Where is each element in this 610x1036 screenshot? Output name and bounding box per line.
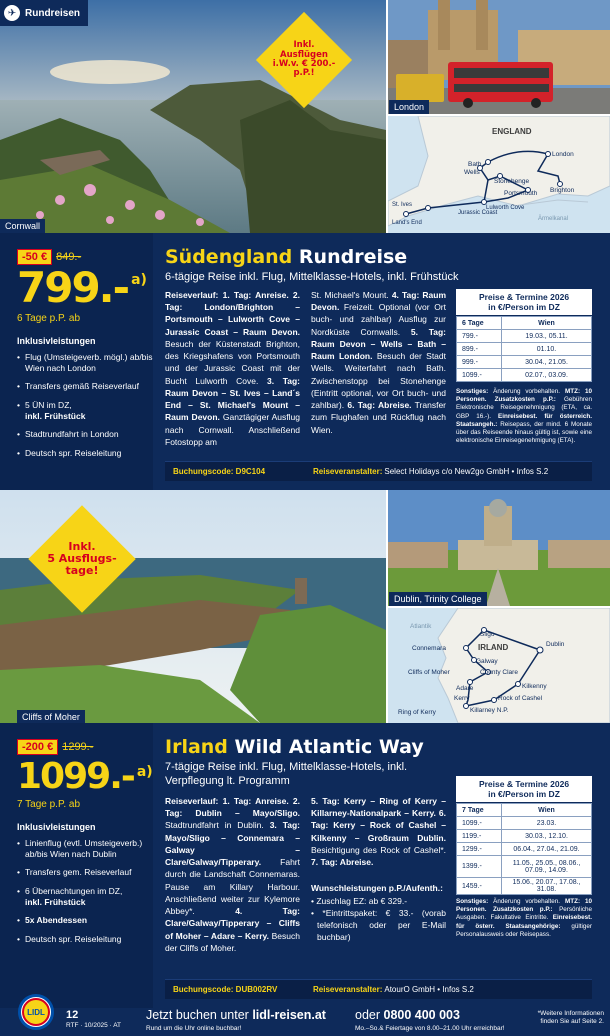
info-bold: Einreisebest. für österr. Staatsangehörige: <box>456 914 592 930</box>
map-place: Portsmouth <box>504 190 538 197</box>
itinerary-col-1 <box>165 795 300 954</box>
globe-icon: ✈ <box>4 5 20 21</box>
map-place: Jurassic Coast <box>458 210 498 216</box>
price-table-header <box>456 776 592 803</box>
tour-title-rest: Rundreise <box>292 246 408 268</box>
map-place: Rock of Cashel <box>498 695 543 702</box>
price-value: 1099.- <box>17 756 134 797</box>
table-cell-dates: 30.04., 21.05. <box>502 356 592 369</box>
map-place: Bath <box>468 161 482 168</box>
price-table-header <box>456 289 592 316</box>
itinerary-text: Besuch der Stadt Wells. Weiterfahrt nach Bath. Zwischenstopp bei Stonehenge (Eintritt optional, vor Ort buch- und zahlbar). <box>311 351 446 411</box>
info-text: gültiger Personalausweis oder Reisepass. <box>456 922 592 938</box>
footer-note: *Weitere Informationen finden Sie auf Seite 2. <box>537 1010 604 1026</box>
map-sea-label: Atlantik <box>410 623 432 630</box>
booking-bar <box>165 979 592 999</box>
promo-line: Ausflügen <box>280 49 328 60</box>
price-footnote: a) <box>131 272 147 288</box>
inclusion-item <box>17 429 153 440</box>
info-bold: MTZ: 10 Personen. Zusatzkosten p.P.: <box>456 388 592 404</box>
discount-badge <box>17 739 93 755</box>
extras-item: • Zuschlag EZ: ab € 329.- <box>311 895 408 906</box>
itinerary-bold: 4. Tag: Raum Devon. <box>311 290 447 313</box>
photo-caption-london: London <box>389 100 429 114</box>
operator-label: Reiseveranstalter: <box>313 985 383 994</box>
old-price: 849.- <box>56 251 82 263</box>
inclusion-item <box>17 400 153 421</box>
extras-item: • *Eintrittspaket: € 33.- (vorab telefonisch oder per E-Mail buchbar) <box>311 907 446 943</box>
extras-heading: Wunschleistungen p.P./Aufenth.: <box>311 883 443 894</box>
promo-line: tage! <box>65 564 99 578</box>
itinerary-text: Stadtrundfahrt in Dublin. <box>165 820 270 831</box>
map-country-label: ENGLAND <box>492 127 532 136</box>
itinerary-bold: 5. Tag: Raum Devon – Wells – Bath – Raum London. <box>311 326 447 362</box>
table-header-row <box>457 317 592 330</box>
inclusion-item <box>17 934 153 945</box>
price-per-person: 6 Tage p.P. ab <box>17 313 81 324</box>
map-place: Kerry <box>454 695 470 702</box>
tour-heading <box>165 248 605 284</box>
itinerary-bold: Reiseverlauf: 1. Tag: Anreise. 2. Tag: London/Brighton – Portsmouth – Lulworth Cove – Jurassic Coast – Raum Devon. <box>165 290 300 337</box>
itinerary-col-2 <box>311 289 446 436</box>
inclusion-bold: inkl. Frühstück <box>25 896 86 907</box>
inclusion-text: Deutsch spr. Reiseleitung <box>25 447 122 458</box>
ireland-route-map <box>388 608 610 723</box>
extras-text: *Eintrittspaket: € 33.- (vorab telefonisch oder per E-Mail buchbar) <box>317 907 446 943</box>
itinerary-col-1 <box>165 289 300 448</box>
itinerary-text: Ganztägiger Ausflug nach Cornwall. Anschließend Fotostopp am <box>165 412 300 447</box>
inclusion-item <box>17 838 153 859</box>
category-tag <box>0 0 88 26</box>
price-column <box>0 723 153 1008</box>
info-bold: Einreisebest. für österreich. Staatsangeh.: <box>456 412 592 428</box>
issue-label: RTF · 10/2025 · AT <box>66 1022 122 1029</box>
inclusion-item <box>17 381 153 392</box>
map-place: Cliffs of Moher <box>408 669 450 676</box>
inclusion-bold: inkl. Frühstück <box>25 410 86 421</box>
itinerary-text: Besuch der Cliffs of Moher. <box>165 930 300 953</box>
cta-subtext: Rund um die Uhr online buchbar! <box>146 1025 242 1032</box>
itinerary-text: Besichtigung des Rock of Cashel*. <box>311 844 446 855</box>
table-header-cell: Wien <box>502 804 592 817</box>
table-row <box>457 356 592 369</box>
lidl-logo[interactable] <box>18 994 54 1030</box>
map-country-label: IRLAND <box>478 643 509 652</box>
table-cell-dates: 02.07., 03.09. <box>502 369 592 382</box>
price-footnote: a) <box>136 764 153 780</box>
table-cell-dates: 23.03. <box>502 817 592 830</box>
price-table-title: Preise & Termine 2026 <box>478 779 570 789</box>
inclusion-bold: 5x Abendessen <box>25 915 88 926</box>
price-table <box>456 776 592 895</box>
table-cell-price: 1299.- <box>457 843 502 856</box>
info-text: Änderung vorbehalten. <box>488 898 566 905</box>
inclusion-item <box>17 867 153 878</box>
map-place: Lulworth Cove <box>486 205 525 211</box>
map-place: Brighton <box>550 187 575 194</box>
footer-bar <box>0 1008 610 1036</box>
price-table-subtitle: in €/Person im DZ <box>488 302 560 313</box>
promo-line: 5 Ausflugs- <box>47 551 117 565</box>
phone-prefix: oder <box>355 1008 384 1022</box>
inclusion-item <box>17 886 153 907</box>
table-cell-price: 899.- <box>457 343 502 356</box>
tour-title-highlight: Irland <box>165 736 228 758</box>
info-text: Änderung vorbehalten. <box>488 388 566 395</box>
booking-bar <box>165 461 592 481</box>
discount-amount: -200 € <box>17 739 58 755</box>
discount-amount: -50 € <box>17 249 52 265</box>
inclusions-heading: Inklusivleistungen <box>17 822 96 832</box>
tour-title <box>165 738 605 757</box>
itinerary-bold: Reiseverlauf: 1. Tag: Anreise. 2. Tag: Dublin – Mayo/Sligo. <box>165 796 300 819</box>
additional-info <box>456 898 592 939</box>
booking-code: Buchungscode: DUB002RV <box>173 985 278 994</box>
itinerary-bold: 5. Tag: Kerry – Ring of Kerry – Killarney-Nationalpark – Kerry. 6. Tag: Kerry – Rock of Cashel – Kilkenny – Großraum Dublin. <box>311 796 446 843</box>
booking-code: Buchungscode: D9C104 <box>173 467 266 476</box>
price-value: 799.- <box>17 263 129 312</box>
map-place: London <box>552 151 574 158</box>
map-place: Kilkenny <box>522 683 547 690</box>
cta-text: Jetzt buchen unter <box>146 1008 253 1022</box>
itinerary-bold: 7. Tag: Abreise. <box>311 857 374 868</box>
inclusions-list <box>17 838 153 944</box>
photo-caption-dublin: Dublin, Trinity College <box>389 592 487 606</box>
itinerary-text: Fahrt durch die Landschaft Connemaras. Pause am Killary Harbour. Anschließend weiter zur Kylemore Abbey*. <box>165 857 300 917</box>
london-photo <box>388 0 610 114</box>
info-text: Reisepass, der mind. 6 Monate über das Reiseende hinaus gültig ist, sowie eine elektronische Einreisegenehmigung (ETA). <box>456 420 592 445</box>
phone-number[interactable]: 0800 400 003 <box>383 1008 460 1022</box>
old-price: 1299.- <box>62 741 94 753</box>
table-header-row <box>457 804 592 817</box>
inclusion-item <box>17 448 153 459</box>
photo-caption-cornwall: Cornwall <box>0 219 45 233</box>
website-link[interactable]: lidl-reisen.at <box>252 1008 326 1022</box>
phone-cta <box>355 1008 460 1022</box>
table-cell-dates: 06.04., 27.04., 21.09. <box>502 843 592 856</box>
table-header-cell: 6 Tage <box>457 317 502 330</box>
table-cell-price: 799.- <box>457 330 502 343</box>
inclusion-text: Transfers gemäß Reiseverlauf <box>25 381 140 392</box>
additional-info <box>456 388 592 445</box>
table-cell-dates: 01.10. <box>502 343 592 356</box>
itinerary-bold: 6. Tag: Abreise. <box>347 400 412 411</box>
operator-name: AtourO GmbH • Infos S.2 <box>384 985 474 994</box>
inclusion-item <box>17 352 153 373</box>
table-row <box>457 343 592 356</box>
table-row <box>457 830 592 843</box>
table-cell-dates: 11.05., 25.05., 08.06., 07.09., 14.09. <box>502 856 592 878</box>
map-place: Galway <box>476 658 498 665</box>
itinerary-text: Besuch der Küstenstadt Brighton, des Kriegshafens von Portsmouth und der Jurassic Coast mit der Bucht Lulworth Cove. <box>165 338 300 386</box>
itinerary-bold: 3. Tag: Mayo/Sligo – Connemara – Galway – Clare/Galway/Tipperary. <box>165 820 300 868</box>
table-cell-dates: 30.03., 12.10. <box>502 830 592 843</box>
promo-line: i.W.v. € 200.- <box>272 59 336 69</box>
map-place: St. Ives <box>392 202 413 208</box>
itinerary-col-2 <box>311 795 446 944</box>
table-cell-price: 1459.- <box>457 878 502 895</box>
inclusions-list <box>17 352 153 458</box>
price-table-subtitle: in €/Person im DZ <box>488 789 560 800</box>
map-place: Land's End <box>392 220 422 226</box>
promo-badge <box>270 26 338 94</box>
promo-line: Inkl. <box>293 40 315 51</box>
map-place: Adare <box>456 685 474 692</box>
operator-name: Select Holidays c/o New2go GmbH • Infos S.2 <box>384 467 549 476</box>
price-table-title: Preise & Termine 2026 <box>478 292 570 302</box>
itinerary-text: Freizeit. Optional (vor Ort buch- und zahlbar) Ausflug zur Nordküste Cornwalls. <box>311 302 446 337</box>
phone-subtext: Mo.–So.& Feiertage von 8.00–21.00 Uhr erreichbar! <box>355 1025 505 1032</box>
table-cell-price: 1099.- <box>457 369 502 382</box>
map-place: Dublin <box>546 641 565 648</box>
operator-label: Reiseveranstalter: <box>313 467 383 476</box>
info-bold: Sonstiges: <box>456 898 489 905</box>
lidl-logo-text: LIDL <box>22 998 50 1026</box>
map-place: Connemara <box>412 645 446 652</box>
category-label: Rundreisen <box>25 7 81 19</box>
inclusion-text: Stadtrundfahrt in London <box>25 429 119 440</box>
table-row <box>457 330 592 343</box>
table-cell-price: 1399.- <box>457 856 502 878</box>
price-per-person: 7 Tage p.P. ab <box>17 799 81 810</box>
tour-subtitle: 7-tägige Reise inkl. Flug, Mittelklasse-Hotels, inkl. Verpflegung lt. Programm <box>165 761 408 788</box>
table-cell-dates: 19.03., 05.11. <box>502 330 592 343</box>
tour-title-rest: Wild Atlantic Way <box>227 736 424 758</box>
map-place: County Clare <box>480 669 518 676</box>
inclusion-text: Linienflug (evtl. Umsteigeverb.) ab/bis Wien nach Dublin <box>25 838 143 859</box>
itinerary-bold: 4. Tag: Clare/Galway/Tipperary – Cliffs of Moher – Adare – Kerry. <box>165 906 300 941</box>
page-number: 12 <box>66 1009 79 1021</box>
itinerary-bold: 3. Tag: Raum Devon – St. Ives – Land´s End – St. Michael's Mount – Raum Devon. <box>165 375 300 423</box>
photo-caption-cliffs: Cliffs of Moher <box>17 710 85 724</box>
tour-subtitle: 6-tägige Reise inkl. Flug, Mittelklasse-Hotels, inkl. Frühstück <box>165 271 459 283</box>
inclusion-text: 6 Übernachtungen im DZ, <box>25 885 123 896</box>
info-bold: MTZ: 10 Personen. Zusatzkosten p.P.: <box>456 898 592 914</box>
map-place: Stonehenge <box>494 178 530 185</box>
info-text: Gebühren Elektronische Reisegenehmigung (ETA, ca. GBP 16.-). <box>456 396 592 420</box>
booking-cta <box>146 1008 326 1022</box>
england-route-map <box>388 116 610 233</box>
map-sea-label: Ärmelkanal <box>538 216 569 222</box>
table-row <box>457 817 592 830</box>
inclusion-text: 5 ÜN im DZ, <box>25 399 72 410</box>
table-row <box>457 878 592 895</box>
map-place: Ring of Kerry <box>398 709 436 716</box>
table-cell-price: 1099.- <box>457 817 502 830</box>
inclusion-text: Transfers gem. Reiseverlauf <box>25 867 132 878</box>
promo-line: p.P.! <box>293 68 315 79</box>
table-header-cell: 7 Tage <box>457 804 502 817</box>
price <box>17 263 153 312</box>
table-cell-price: 1199.- <box>457 830 502 843</box>
map-place: Wells <box>464 169 480 176</box>
price-column <box>0 233 153 490</box>
table-header-cell: Wien <box>502 317 592 330</box>
promo-line: Inkl. <box>68 539 96 553</box>
inclusion-text: Deutsch spr. Reiseleitung <box>25 933 122 944</box>
dublin-photo <box>388 490 610 606</box>
table-row <box>457 843 592 856</box>
inclusion-text: Flug (Umsteigeverb. mögl.) ab/bis Wien nach London <box>25 352 153 373</box>
promo-badge <box>44 521 120 597</box>
table-row <box>457 369 592 382</box>
inclusion-item <box>17 915 153 926</box>
tour-title-highlight: Südengland <box>165 246 293 268</box>
map-place: Sligo <box>480 631 495 638</box>
info-text: Persönliche Ausgaben. Fakultative Eintritte. <box>456 906 593 922</box>
map-place: Killarney N.P. <box>470 707 509 714</box>
tour-title <box>165 248 605 267</box>
itinerary-text: Transfer zum Flughafen und Rückflug nach Wien. <box>311 400 447 435</box>
price-table <box>456 289 592 382</box>
extras-text: Zuschlag EZ: ab € 329.- <box>316 895 408 906</box>
table-cell-dates: 15.06., 20.07., 17.08., 31.08. <box>502 878 592 895</box>
itinerary-text: St. Michael's Mount. <box>311 290 392 300</box>
table-row <box>457 856 592 878</box>
price <box>17 756 153 797</box>
info-bold: Sonstiges: <box>456 388 489 395</box>
inclusions-heading: Inklusivleistungen <box>17 336 96 346</box>
table-cell-price: 999.- <box>457 356 502 369</box>
